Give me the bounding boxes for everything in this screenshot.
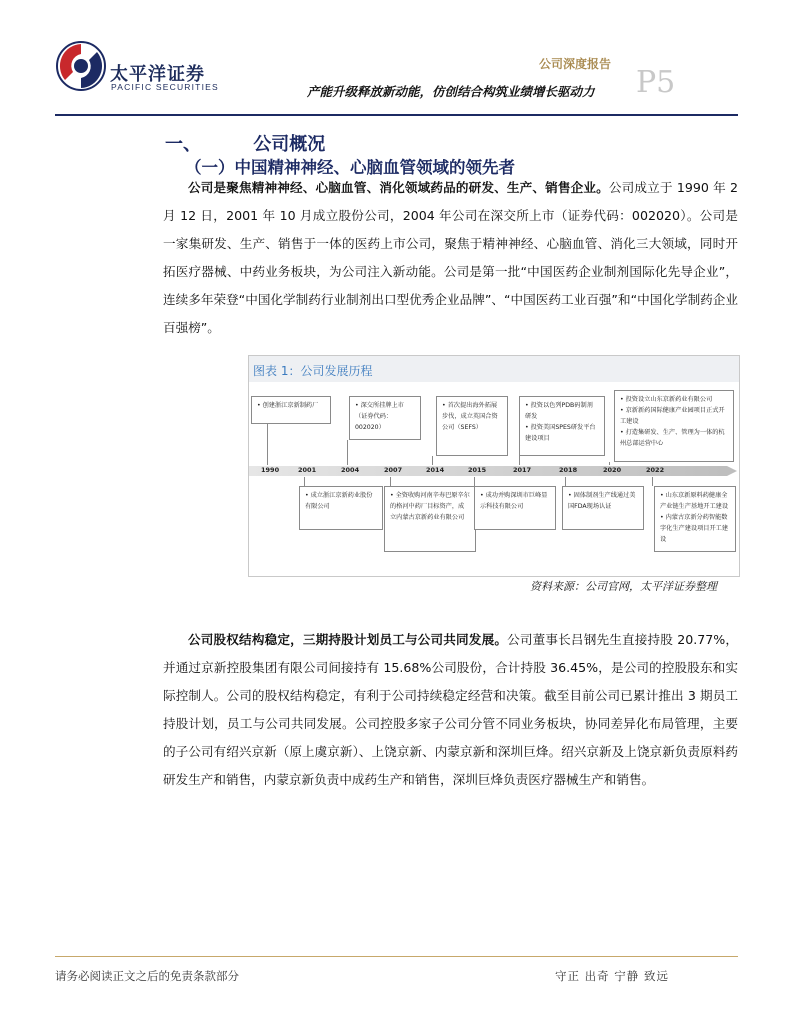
timeline-year-label: 2015: [468, 466, 487, 474]
paragraph-lead: 公司是聚焦精神神经、心脑血管、消化领域药品的研发、生产、销售企业。: [188, 180, 609, 195]
subsection-title: 中国精神神经、心脑血管领域的领先者: [234, 158, 515, 177]
timeline-connector: [304, 477, 305, 486]
page-number: P5: [636, 65, 676, 100]
paragraph-body: 公司成立于 1990 年 2 月 12 日，2001 年 10 月成立股份公司，2004 年公司在深交所上市（证券代码：002020）。公司是一家集研发、生产、销售于一体的医药上市公司，聚焦于精神神经、心脑血管、消化三大领域，同时开拓医疗器械、中药业务板块，为公司注入新动能。公司是第一批“中国医药企业制剂国际化先导企业”，连续多年荣登“中国化学制药行业制剂出口型优秀企业品牌”、“中国医药工业百强”和“中国化学制药企业百强榜”。: [163, 180, 739, 335]
figure-timeline: [248, 355, 740, 577]
footer-disclaimer: 请务必阅读正文之后的免责条款部分: [55, 969, 239, 983]
timeline-year-label: 2017: [513, 466, 532, 474]
section-title: 公司概况: [253, 134, 326, 155]
timeline-year-label: 2018: [559, 466, 578, 474]
paragraph-overview: [163, 174, 738, 342]
timeline-year-label: 2004: [341, 466, 360, 474]
timeline-event-box: • 投资以色列PDB码制剂研发 • 投资美国SPES研发平台建设项目: [519, 396, 605, 456]
timeline-event-box: • 深交所挂牌上市（证券代码：002020）: [349, 396, 421, 440]
timeline-event-box: • 首次提出海外拓展步伐，成立英国合资公司（SEFS）: [436, 396, 508, 456]
timeline-connector: [519, 456, 520, 465]
timeline-connector: [474, 477, 475, 486]
timeline-event-box: • 投资设立山东京新药业有限公司 • 京新新药国际健康产业园项目正式开工建设 • 打造集研发、生产、管理为一体的杭州总部运营中心: [614, 390, 734, 462]
footer-rule: [55, 956, 738, 957]
timeline-connector: [347, 440, 348, 465]
section-number: 一、: [165, 134, 201, 155]
section-heading: [165, 130, 325, 156]
figure-title: 图表 1：公司发展历程: [253, 364, 373, 378]
timeline-year-label: 2007: [384, 466, 403, 474]
timeline-event-box: • 成立浙江京新药业股份有限公司: [299, 486, 383, 530]
timeline-connector: [652, 477, 653, 486]
timeline-event-box: • 成功并购深圳市巨峰显示科技有限公司: [474, 486, 556, 530]
timeline-year-label: 2022: [646, 466, 665, 474]
header-rule: [55, 114, 738, 116]
pacific-logo-icon: [55, 40, 107, 92]
report-type: 公司深度报告: [539, 57, 612, 71]
figure-source: 资料来源：公司官网，太平洋证券整理: [530, 580, 717, 593]
timeline-year-label: 2020: [603, 466, 622, 474]
brand-name: 太平洋证券: [110, 64, 205, 85]
timeline-event-box: • 固体制剂生产线通过美国FDA现场认证: [562, 486, 644, 530]
timeline-year-label: 2001: [298, 466, 317, 474]
timeline-event-box: • 创建浙江京新制药厂: [251, 396, 331, 424]
timeline-connector: [267, 424, 268, 465]
report-headline: 产能升级释放新动能，仿创结合构筑业绩增长驱动力: [307, 84, 595, 99]
subsection-number: （一）: [185, 158, 235, 177]
paragraph-body: 公司董事长吕钢先生直接持股 20.77%，并通过京新控股集团有限公司间接持有 15.68%公司股份，合计持股 36.45%，是公司的控股股东和实际控制人。公司的股权结构稳定，有利于公司持续稳定经营和决策。截至目前公司已累计推出 3 期员工持股计划，员工与公司共同发展。公司控股多家子公司分管不同业务板块，协同差异化布局管理，主要的子公司有绍兴京新（原上虞京新）、上饶京新、内蒙京新和深圳巨烽。绍兴京新及上饶京新负责原料药研发生产和销售，内蒙京新负责中成药生产和销售，深圳巨烽负责医疗器械生产和销售。: [163, 632, 738, 787]
company-logo: [55, 40, 107, 92]
timeline-connector: [432, 456, 433, 465]
timeline-year-label: 1990: [261, 466, 280, 474]
timeline-connector: [609, 462, 610, 465]
timeline-event-box: • 全资收购河南辛寿巴原辛尔的格河中药厂目标资产，成立内蒙古京新药业有限公司: [384, 486, 476, 552]
brand-name-en: PACIFIC SECURITIES: [111, 82, 219, 92]
paragraph-lead: 公司股权结构稳定，三期持股计划员工与公司共同发展。: [188, 632, 508, 647]
timeline-event-box: • 山东京新原料药健康全产业链生产基地开工建设 • 内蒙古京新分药智能数字化生产建设项目开工建设: [654, 486, 736, 552]
paragraph-equity: [163, 626, 738, 794]
timeline-connector: [565, 477, 566, 486]
footer-motto: 守正 出奇 宁静 致远: [555, 969, 669, 983]
timeline-connector: [390, 477, 391, 486]
timeline-year-label: 2014: [426, 466, 445, 474]
